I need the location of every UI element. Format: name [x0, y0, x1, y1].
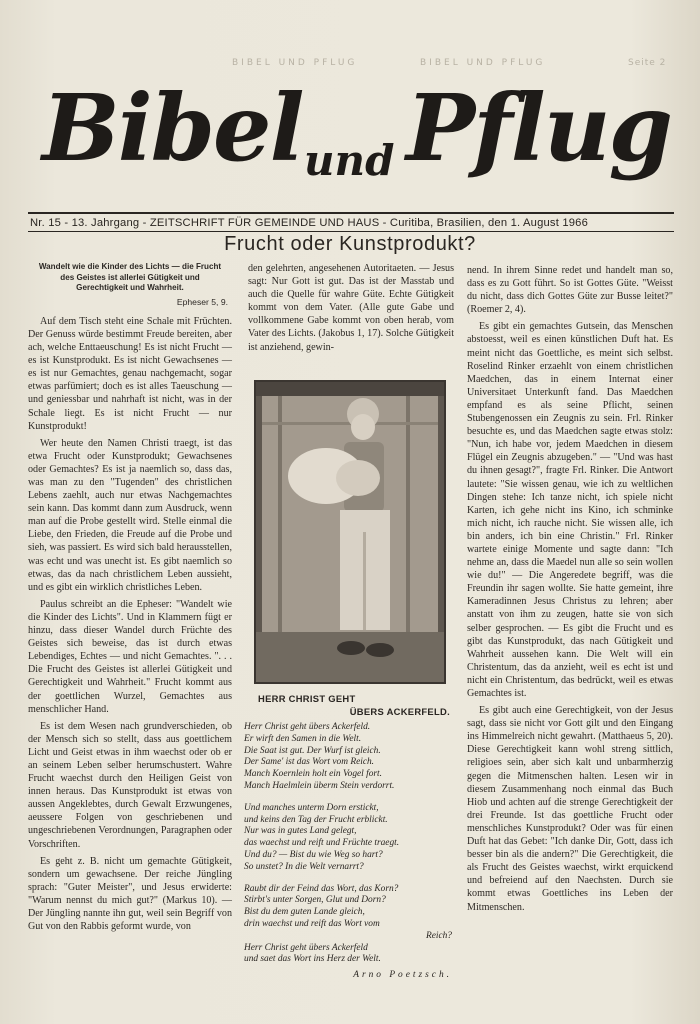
masthead: [34, 66, 670, 206]
masthead-word-bibel: Bibel: [42, 74, 303, 182]
article-column-3: [467, 264, 673, 918]
poem-line: und saet das Wort ins Herz der Welt.: [244, 954, 381, 965]
page-number: Seite 2: [628, 58, 667, 68]
poem-stanza-2: [244, 803, 452, 874]
paragraph: Es ist dem Wesen nach grundverschieden, ob der Mensch sich so stellt, dass aus goettlichem Licht und Geist etwas in ihm waechst oder ob er an seinem Leben selber herumschustert. Wahre Frucht waechst durch den Heiligen Geist von innen heraus. Das Kunstprodukt ist etwas von aussen Angeklebtes, durch Gewalt Erzwungenes, aeussere Folgen von geschriebenen und ungeschriebenen Verordnungen, Paragraphen oder Vorschriften.: [28, 720, 232, 850]
paragraph-continued: nend. In ihrem Sinne redet und handelt man so, dass es zu Gott führt. So ist Gottes Güte. "Weisst du nicht, dass dich Gottes Güte zur Busse leitet?" (Roemer 2, 4).: [467, 265, 673, 316]
poem-line: Manch Koernlein holt ein Vogel fort.: [244, 769, 383, 780]
poem-line: Manch Haelmlein überm Stein verdorrt.: [244, 780, 395, 791]
masthead-word-pflug: Pflug: [406, 74, 671, 182]
poem-line: Stirbt's unter Sorgen, Glut und Dorn?: [244, 895, 386, 906]
paragraph: Es geht z. B. nicht um gemachte Gütigkeit, sondern um gewachsene. Der reiche Jüngling sprach: "Guter Meister", und Jesus erwiderte: "Warum nennst du mich gut?" (Markus 10). — Der Jüngling nannte ihn gut, weil sein Begriff von Gut von den Rabbis geformt wurde, von: [28, 855, 232, 933]
ghost-show-through-right: BIBEL UND PFLUG: [420, 58, 546, 68]
poem-author: Arno Poetzsch.: [353, 970, 452, 981]
header-rule-bottom: [28, 231, 674, 232]
photo-boy-with-pumpkin: [254, 380, 446, 684]
poem-line: Herr Christ geht übers Ackerfeld.: [244, 722, 371, 732]
poem-line: Die Saat ist gut. Der Wurf ist gleich.: [244, 745, 381, 756]
poem-title-line-2: ÜBERS ACKERFELD.: [349, 706, 450, 717]
poem-line: Er wirft den Samen in die Welt.: [244, 733, 362, 744]
paragraph: Paulus schreibt an die Epheser: "Wandelt wie die Kinder des Lichts". Und in Klammern fügt er hinzu, dass dieser Wandel durch Früchte des Geistes sich beweise, das ist durch etwas Lebendiges, Echtes — und nicht Gemachtes. ". . . Die Frucht des Geistes ist allerlei Gütigkeit und Gerechtigkeit und Wahrheit." Frucht kommt aus der goettlichen Wurzel, Gemachtes aus menschlicher Hand.: [28, 598, 232, 715]
paragraph: Auf dem Tisch steht eine Schale mit Früchten. Der Genuss würde bestimmt Freude bereiten, aber ach, welche Enttaeuschung! Es ist nicht Frucht — es ist Kunstprodukt. Es ist nicht Gewachsenes — es ist nur Gemachtes, genau nachgemacht, sogar etwas parfümiert; doch es ist alles Taeuschung — und geniessbar und nahrhaft ist nicht, was in der Schale liegt. Es ist nicht Frucht — nur Kunstprodukt!: [28, 315, 232, 432]
motto-quote: Wandelt wie die Kinder des Lichts — die Frucht des Geistes ist allerlei Gütigkeit und Gerechtigkeit und Wahrheit.: [38, 262, 222, 293]
paragraph-continued: den gelehrten, angesehenen Autoritaeten. — Jesus sagt: Nur Gott ist gut. Das ist der Masstab und auch die Quelle für wahre Güte. Echte Gütigkeit kommt von dem Vater. (Alle gute Gabe und vollkommene Gabe kommt von oben herab, vom Vater des Lichts. (Jakobus 1, 17). Solche Gütigkeit ist anziehend, gewin-: [248, 263, 454, 353]
poem-line: Bist du dem guten Lande gleich,: [244, 907, 365, 918]
ghost-show-through-left: BIBEL UND PFLUG: [232, 58, 358, 68]
poem-line: Raubt dir der Feind das Wort, das Korn?: [244, 883, 399, 894]
article-column-2: [248, 262, 454, 358]
poem-stanza-1: [244, 722, 452, 793]
poem-line: Und manches unterm Dorn erstickt,: [244, 802, 379, 813]
article-column-1: [28, 262, 232, 937]
poem-title-line-1: HERR CHRIST GEHT: [258, 693, 356, 704]
motto-reference: Epheser 5, 9.: [176, 296, 228, 307]
poem-line: drin waechst und reift das Wort vom: [244, 918, 380, 929]
paragraph: Es gibt auch eine Gerechtigkeit, von der Jesus sagt, dass sie nicht vor Gott gilt und den Eingang ins Himmelreich nicht gewahrt. (Matthaeus 5, 20). Diese Gerechtigkeit kann wohl streng sittlich, religioes sein, aber sich kalt und unbarmherzig gegen die Mitmenschen halten. Lesen wir in diesem Zusammenhang noch einmal das Buch Hiob und achten auf die strenge Gerechtigkeit der drei Freunde. Ist das goettliche Frucht oder menschliches Kunstprodukt? Oder was für einen Duft hat das Gebet: "Ich danke Dir, Gott, dass ich besser bin als die andern?" Die Gerechtigkeit, die als Frucht des Geistes waechst, wirkt erquickend und befreiend auf den Naechsten. Durch sie kommt etwas Goettliches ins Leben der Mitmenschen.: [467, 705, 673, 913]
poem-title: [258, 692, 454, 718]
photo-image: [256, 382, 444, 682]
article-headline: Frucht oder Kunstprodukt?: [224, 233, 476, 255]
paragraph: Es gibt ein gemachtes Gutsein, das Menschen abstoesst, weil es einen künstlichen Duft hat. Es meint nicht das Goettliche, es meint sich selbst. Roselind Rinker erzaehlt von einem christlichen Maedchen, das in einem Internat einer Universitaet Unterkunft fand. Das Maedchen empfand es als seine Pflicht, seinen Stubengenossen ein Zeugnis zu sein. Frl. Rinker besuchte es, und das Maedchen sagte etwas stolz: "Nun, ich habe vor, jedem Maedchen in diesem Flügel ein Zeugnis abzugeben." — "Und was hast du ihnen gesagt?", fragte Frl. Rinker. Die Antwort lautete: "Sie wissen genau, wie ich zu weltlichen Dingen stehe: Ich tanze nicht, ich spiele nicht Karten, ich gehe nicht ins Kino, ich schminke mich nicht, ich rauche nicht. Sie wissen alle, ich bin anders, ich bin eine Christin." Frl. Rinker wartete einige Momente und sagte dann: "Ich nehme an, dass die Maedel nun alle so sein wollen wie du!" — Die Angeredete begriff, was die Freundin ihr sagen wollte. Sie hatte gemeint, ihre Kameradinnen Jesus Christus zu lehren; aber anstatt von ihm zu zeugen, hatte sie von sich selber gesprochen. — Es gibt die Frucht und es gibt das Kunstprodukt, das nach Gütigkeit und Wahrheit aussehen kann. Die Welt will ein Christentum, das da anzieht, weil es echt ist und nicht ein Christentum, das bedrückt, weil es etwas Gemachtes ist.: [467, 321, 673, 699]
paragraph: Wer heute den Namen Christi traegt, ist das etwa Frucht oder Kunstprodukt; Gewachsenes oder Gemachtes? Es ist ja naemlich so, dass das, was man zu den "Tugenden" des christlichen Lebens zaehlt, auch nur etwas Nachgemachtes sein kann. Das kommt dann zum Ausdruck, wenn man auf die Probe gestellt wird. Stelle einmal die Liebe, den Frieden, die Freude auf die Probe und sieh, was passiert. Es wird sich bald herausstellen, was echt und was unecht ist. Es gibt naemlich so etwas, das da nach christlichem Leben aussieht, und es gibt ein wirklich christliches Leben.: [28, 437, 232, 593]
poem: [244, 722, 452, 982]
poem-line: So unstet? In die Welt vernarrt?: [244, 861, 364, 872]
poem-line: und keins den Tag der Frucht erblickt.: [244, 814, 388, 825]
poem-line: Nur was in gutes Land gelegt,: [244, 826, 357, 837]
issue-line: Nr. 15 - 13. Jahrgang - ZEITSCHRIFT FÜR GEMEINDE UND HAUS - Curitiba, Brasilien, den 1. August 1966: [30, 217, 589, 229]
poem-line: Herr Christ geht übers Ackerfeld: [244, 942, 368, 953]
poem-line: das waechst und reift und Früchte traegt.: [244, 838, 400, 849]
poem-line: Der Same' ist das Wort vom Reich.: [244, 757, 375, 768]
poem-stanza-3: [244, 884, 452, 967]
poem-line: Und du? — Bist du wie Weg so hart?: [244, 849, 383, 860]
poem-line: Reich?: [425, 930, 452, 941]
header-rule-top: [28, 212, 674, 214]
masthead-word-und: und: [304, 136, 395, 185]
